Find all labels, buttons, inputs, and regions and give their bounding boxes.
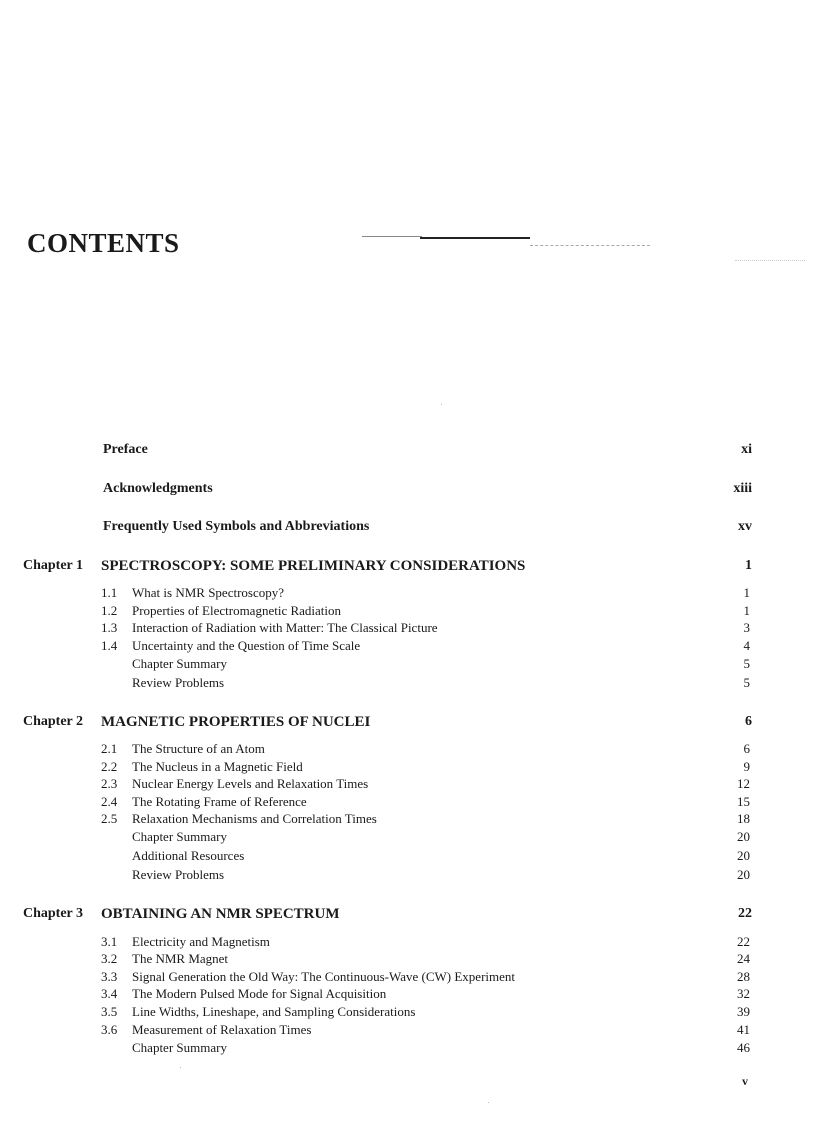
section-title: Interaction of Radiation with Matter: The Classical Picture <box>132 620 438 635</box>
section-page: 1 <box>743 603 750 618</box>
section-title: Review Problems <box>132 675 225 690</box>
section-number: 1.1 <box>101 585 118 600</box>
section-number: 3.6 <box>101 1022 118 1037</box>
decorative-rule <box>530 245 650 246</box>
page-title: CONTENTS <box>27 228 180 258</box>
decorative-rule <box>362 236 422 237</box>
section-number: 2.5 <box>101 811 118 826</box>
section-title: Electricity and Magnetism <box>132 934 270 949</box>
section-entry[interactable] <box>0 951 816 967</box>
section-entry[interactable] <box>0 811 816 827</box>
section-page: 28 <box>737 969 750 984</box>
chapter-label: Chapter 3 <box>23 906 84 921</box>
section-title: Review Problems <box>132 867 225 882</box>
section-page: 6 <box>743 741 750 756</box>
entry-title: Preface <box>103 442 148 457</box>
section-title: The Rotating Frame of Reference <box>132 794 307 809</box>
section-page: 3 <box>743 620 750 635</box>
section-entry[interactable] <box>0 867 816 883</box>
chapter-page: 1 <box>745 558 752 573</box>
section-number: 3.2 <box>101 951 118 966</box>
section-entry[interactable] <box>0 759 816 775</box>
section-page: 5 <box>743 675 750 690</box>
section-entry[interactable] <box>0 829 816 845</box>
section-title: Line Widths, Lineshape, and Sampling Considerations <box>132 1004 416 1019</box>
section-number: 3.3 <box>101 969 118 984</box>
chapter-label: Chapter 2 <box>23 714 84 729</box>
decorative-rule <box>735 260 805 261</box>
entry-title: Acknowledgments <box>103 481 213 496</box>
section-entry[interactable] <box>0 638 816 654</box>
section-entry[interactable] <box>0 969 816 985</box>
decorative-rule <box>420 237 530 239</box>
section-page: 18 <box>737 811 750 826</box>
section-title: Measurement of Relaxation Times <box>132 1022 312 1037</box>
section-page: 22 <box>737 934 750 949</box>
section-page: 32 <box>737 986 750 1001</box>
section-page: 4 <box>743 638 750 653</box>
entry-page: xiii <box>733 481 752 496</box>
section-page: 1 <box>743 585 750 600</box>
section-number: 2.3 <box>101 776 118 791</box>
section-number: 3.5 <box>101 1004 118 1019</box>
chapter-label: Chapter 1 <box>23 558 84 573</box>
section-entry[interactable] <box>0 848 816 864</box>
chapter-title: SPECTROSCOPY: SOME PRELIMINARY CONSIDERATIONS <box>101 558 526 574</box>
chapter-title: OBTAINING AN NMR SPECTRUM <box>101 906 340 922</box>
section-page: 12 <box>737 776 750 791</box>
entry-page: xv <box>738 519 752 534</box>
section-entry[interactable] <box>0 603 816 619</box>
section-page: 39 <box>737 1004 750 1019</box>
section-title: Signal Generation the Old Way: The Continuous-Wave (CW) Experiment <box>132 969 516 984</box>
section-number: 3.4 <box>101 986 118 1001</box>
section-number: 1.2 <box>101 603 118 618</box>
section-number: 3.1 <box>101 934 118 949</box>
section-number: 2.4 <box>101 794 118 809</box>
chapter-page: 22 <box>738 906 752 921</box>
entry-title: Frequently Used Symbols and Abbreviations <box>103 519 370 534</box>
chapter-title: MAGNETIC PROPERTIES OF NUCLEI <box>101 714 371 730</box>
entry-page: xi <box>741 442 752 457</box>
section-page: 9 <box>743 759 750 774</box>
section-entry[interactable] <box>0 741 816 757</box>
section-page: 20 <box>737 829 750 844</box>
section-title: Chapter Summary <box>132 1040 227 1055</box>
section-entry[interactable] <box>0 934 816 950</box>
section-page: 20 <box>737 867 750 882</box>
section-title: Chapter Summary <box>132 829 227 844</box>
front-matter-entry[interactable] <box>0 519 816 535</box>
front-matter-entry[interactable] <box>0 442 816 458</box>
scan-speck <box>488 1102 489 1103</box>
section-title: Nuclear Energy Levels and Relaxation Times <box>132 776 369 791</box>
section-title: The NMR Magnet <box>132 951 229 966</box>
section-page: 15 <box>737 794 750 809</box>
section-entry[interactable] <box>0 1022 816 1038</box>
chapter-heading[interactable] <box>0 906 816 922</box>
section-entry[interactable] <box>0 656 816 672</box>
section-title: Relaxation Mechanisms and Correlation Times <box>132 811 377 826</box>
section-entry[interactable] <box>0 620 816 636</box>
section-page: 20 <box>737 848 750 863</box>
page-folio: v <box>742 1074 748 1088</box>
section-number: 1.3 <box>101 620 118 635</box>
section-title: Properties of Electromagnetic Radiation <box>132 603 342 618</box>
section-entry[interactable] <box>0 776 816 792</box>
chapter-heading[interactable] <box>0 714 816 730</box>
section-entry[interactable] <box>0 794 816 810</box>
section-title: What is NMR Spectroscopy? <box>132 585 285 600</box>
section-title: Additional Resources <box>132 848 245 863</box>
section-number: 2.2 <box>101 759 118 774</box>
section-title: The Nucleus in a Magnetic Field <box>132 759 303 774</box>
section-entry[interactable] <box>0 986 816 1002</box>
front-matter-entry[interactable] <box>0 481 816 497</box>
section-number: 1.4 <box>101 638 118 653</box>
section-entry[interactable] <box>0 1004 816 1020</box>
section-entry[interactable] <box>0 585 816 601</box>
section-number: 2.1 <box>101 741 118 756</box>
section-title: The Modern Pulsed Mode for Signal Acquisition <box>132 986 387 1001</box>
section-page: 46 <box>737 1040 750 1055</box>
scan-speck <box>180 1067 181 1068</box>
section-title: Chapter Summary <box>132 656 227 671</box>
section-entry[interactable] <box>0 675 816 691</box>
chapter-heading[interactable] <box>0 558 816 574</box>
section-page: 5 <box>743 656 750 671</box>
section-title: Uncertainty and the Question of Time Scale <box>132 638 361 653</box>
section-page: 41 <box>737 1022 750 1037</box>
section-page: 24 <box>737 951 750 966</box>
section-title: The Structure of an Atom <box>132 741 265 756</box>
scan-speck <box>441 404 442 405</box>
section-entry[interactable] <box>0 1040 816 1056</box>
chapter-page: 6 <box>745 714 752 729</box>
